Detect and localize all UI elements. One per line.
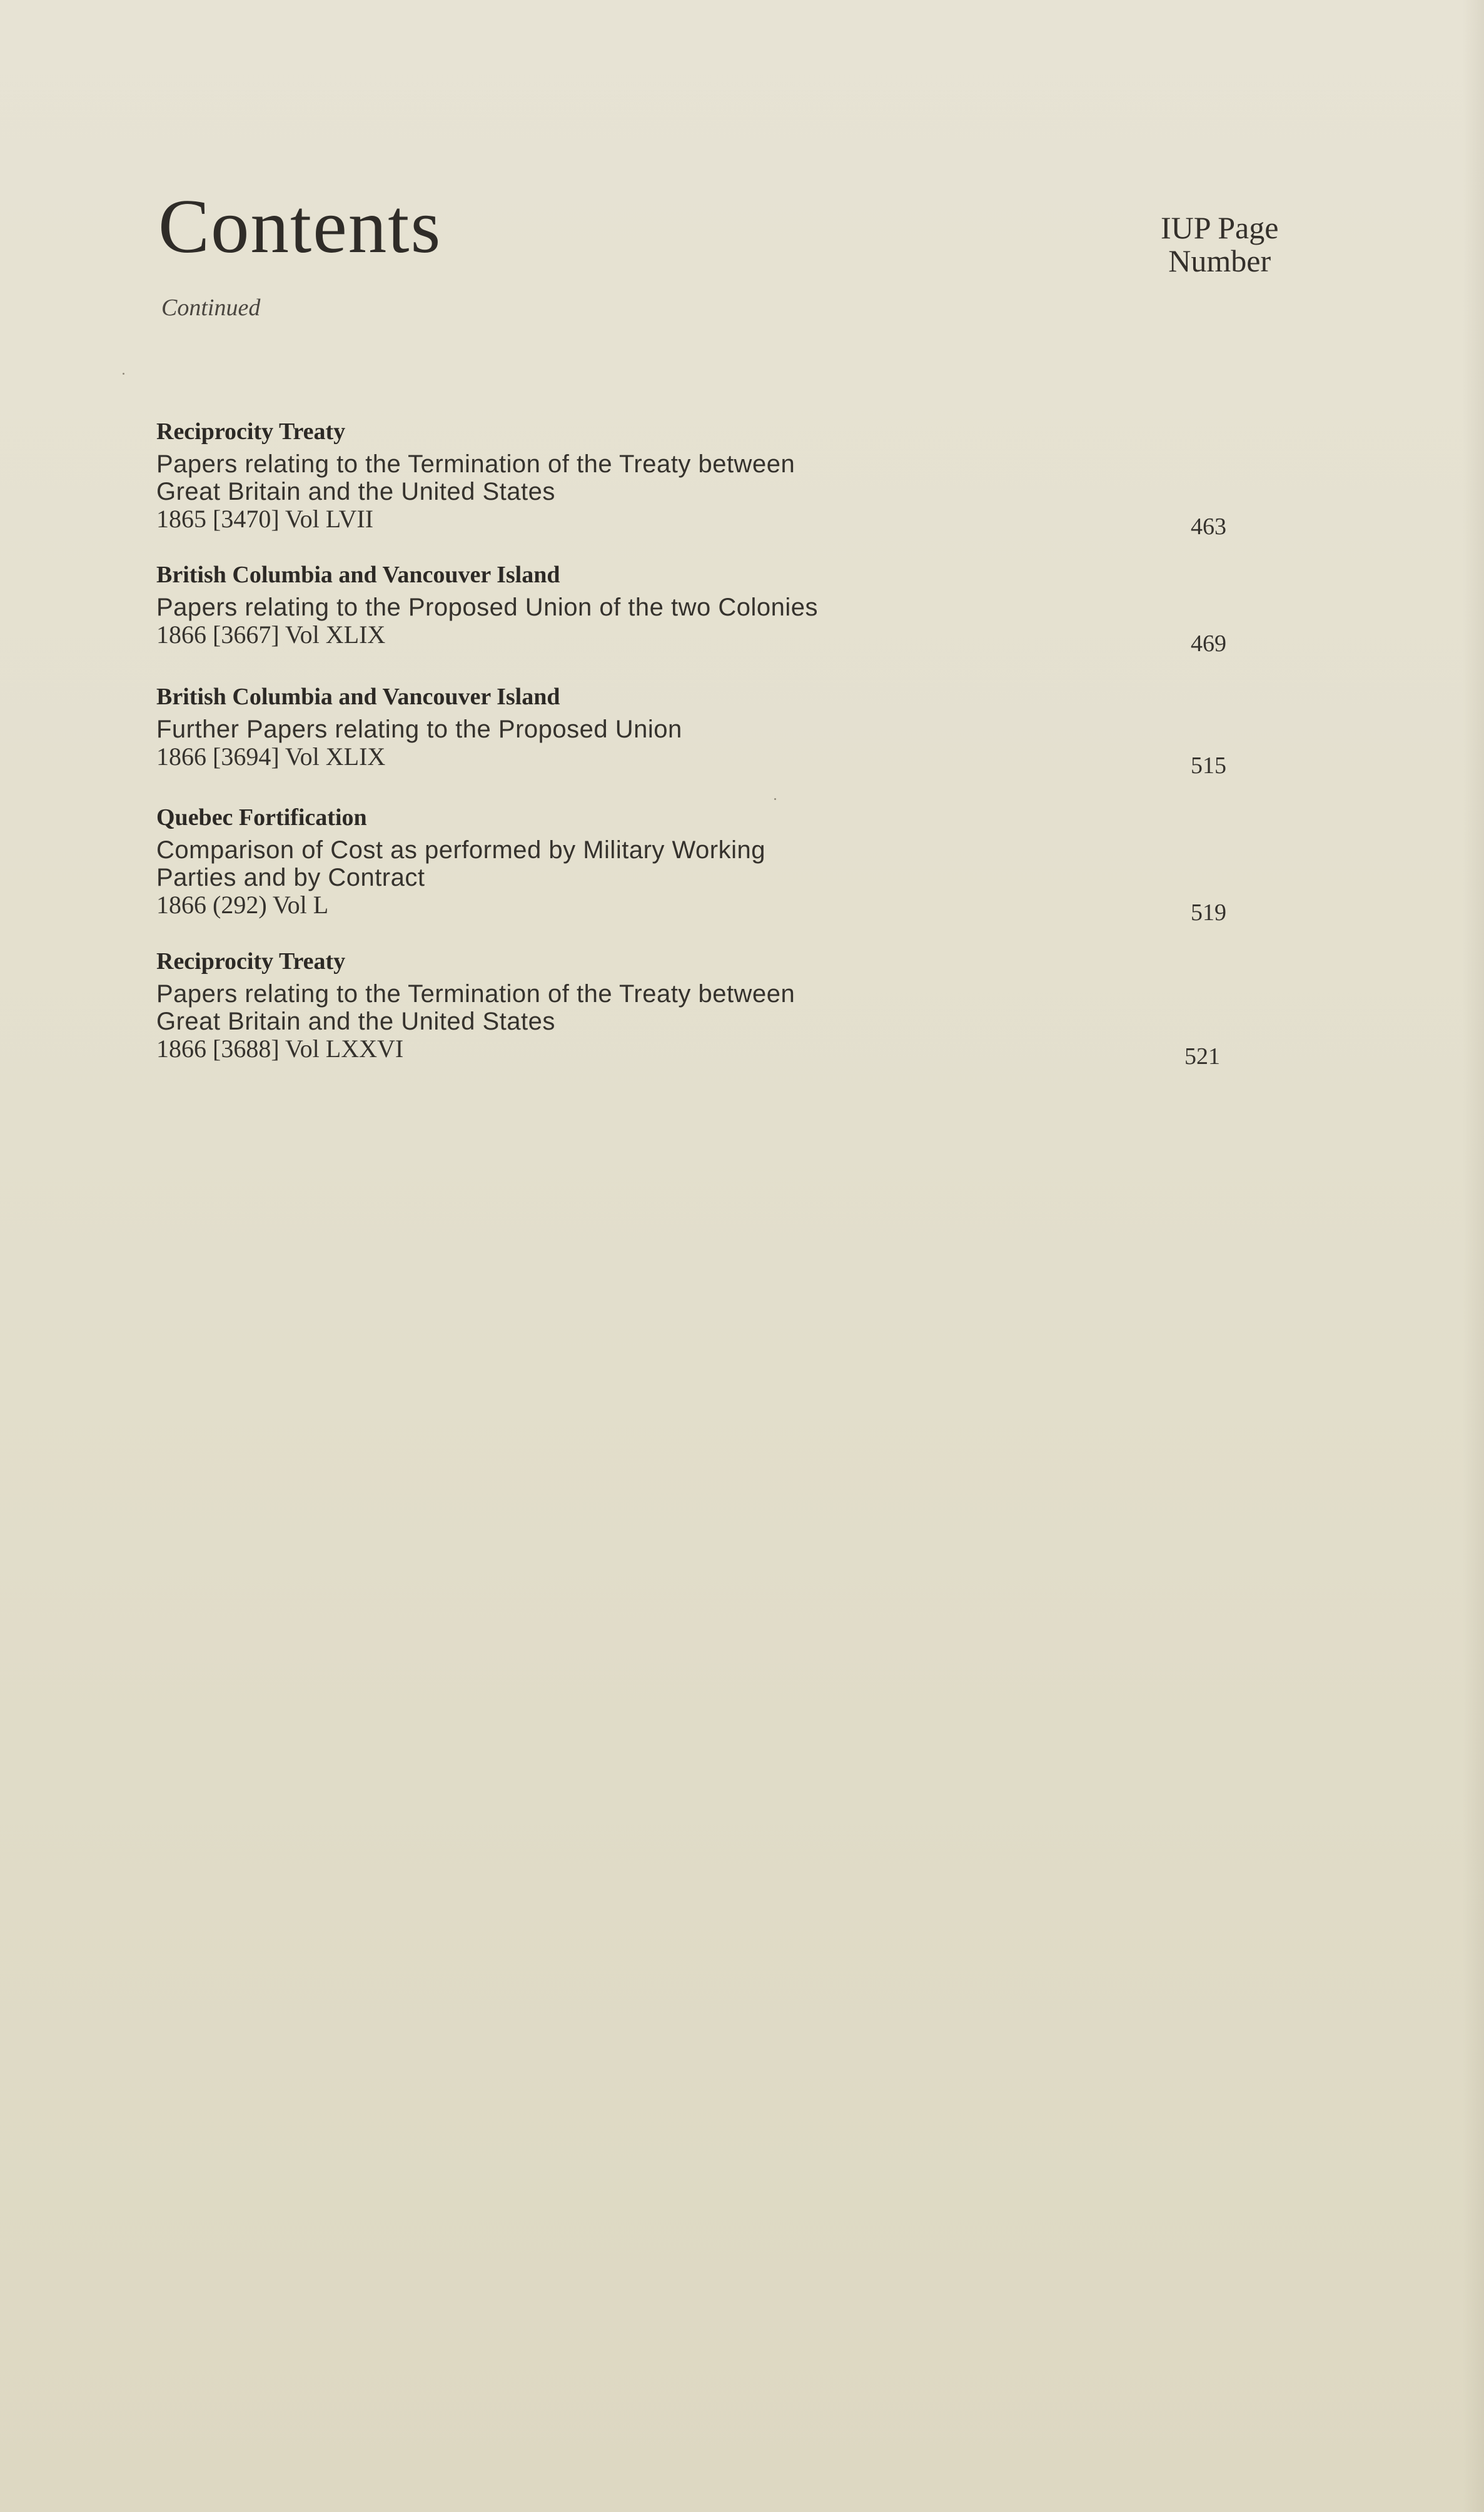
contents-entry: [156, 948, 1269, 1073]
page-subtitle: Continued: [161, 295, 261, 321]
entry-heading: British Columbia and Vancouver Island: [156, 562, 560, 588]
entry-description: Papers relating to the Termination of the Treaty between Great Britain and the United States: [156, 450, 795, 505]
entry-heading: Reciprocity Treaty: [156, 418, 346, 445]
paper-speck: [774, 798, 776, 800]
contents-entry: [156, 683, 1269, 808]
contents-entry: [156, 418, 1269, 543]
entry-page-number: 519: [1191, 899, 1226, 926]
paper-speck: [123, 373, 124, 375]
entry-heading: British Columbia and Vancouver Island: [156, 684, 560, 710]
contents-entry: [156, 561, 1269, 686]
entry-page-number: 469: [1191, 631, 1226, 657]
entry-heading: Reciprocity Treaty: [156, 948, 346, 975]
contents-entry: [156, 804, 1269, 929]
entry-page-number: 463: [1191, 514, 1226, 540]
entry-reference: 1866 [3688] Vol LXXVI: [156, 1035, 404, 1063]
page-edge-shadow: [1463, 0, 1484, 2512]
entry-reference: 1865 [3470] Vol LVII: [156, 505, 374, 533]
page-title: Contents: [158, 183, 442, 269]
entry-description: Papers relating to the Proposed Union of the two Colonies: [156, 594, 819, 621]
page-number-column-heading: [1161, 211, 1278, 277]
entry-description: Papers relating to the Termination of the Treaty between Great Britain and the United States: [156, 980, 795, 1035]
entry-heading: Quebec Fortification: [156, 804, 367, 831]
entry-reference: 1866 (292) Vol L: [156, 891, 329, 919]
entry-reference: 1866 [3667] Vol XLIX: [156, 620, 386, 649]
entry-description: Further Papers relating to the Proposed Union: [156, 716, 682, 743]
entry-reference: 1866 [3694] Vol XLIX: [156, 742, 386, 771]
column-heading-line-1: IUP Page: [1161, 210, 1279, 245]
entry-description: Comparison of Cost as performed by Military Working Parties and by Contract: [156, 836, 765, 891]
entry-page-number: 521: [1184, 1043, 1220, 1070]
column-heading-line-2: Number: [1168, 243, 1271, 278]
entry-page-number: 515: [1191, 752, 1226, 779]
